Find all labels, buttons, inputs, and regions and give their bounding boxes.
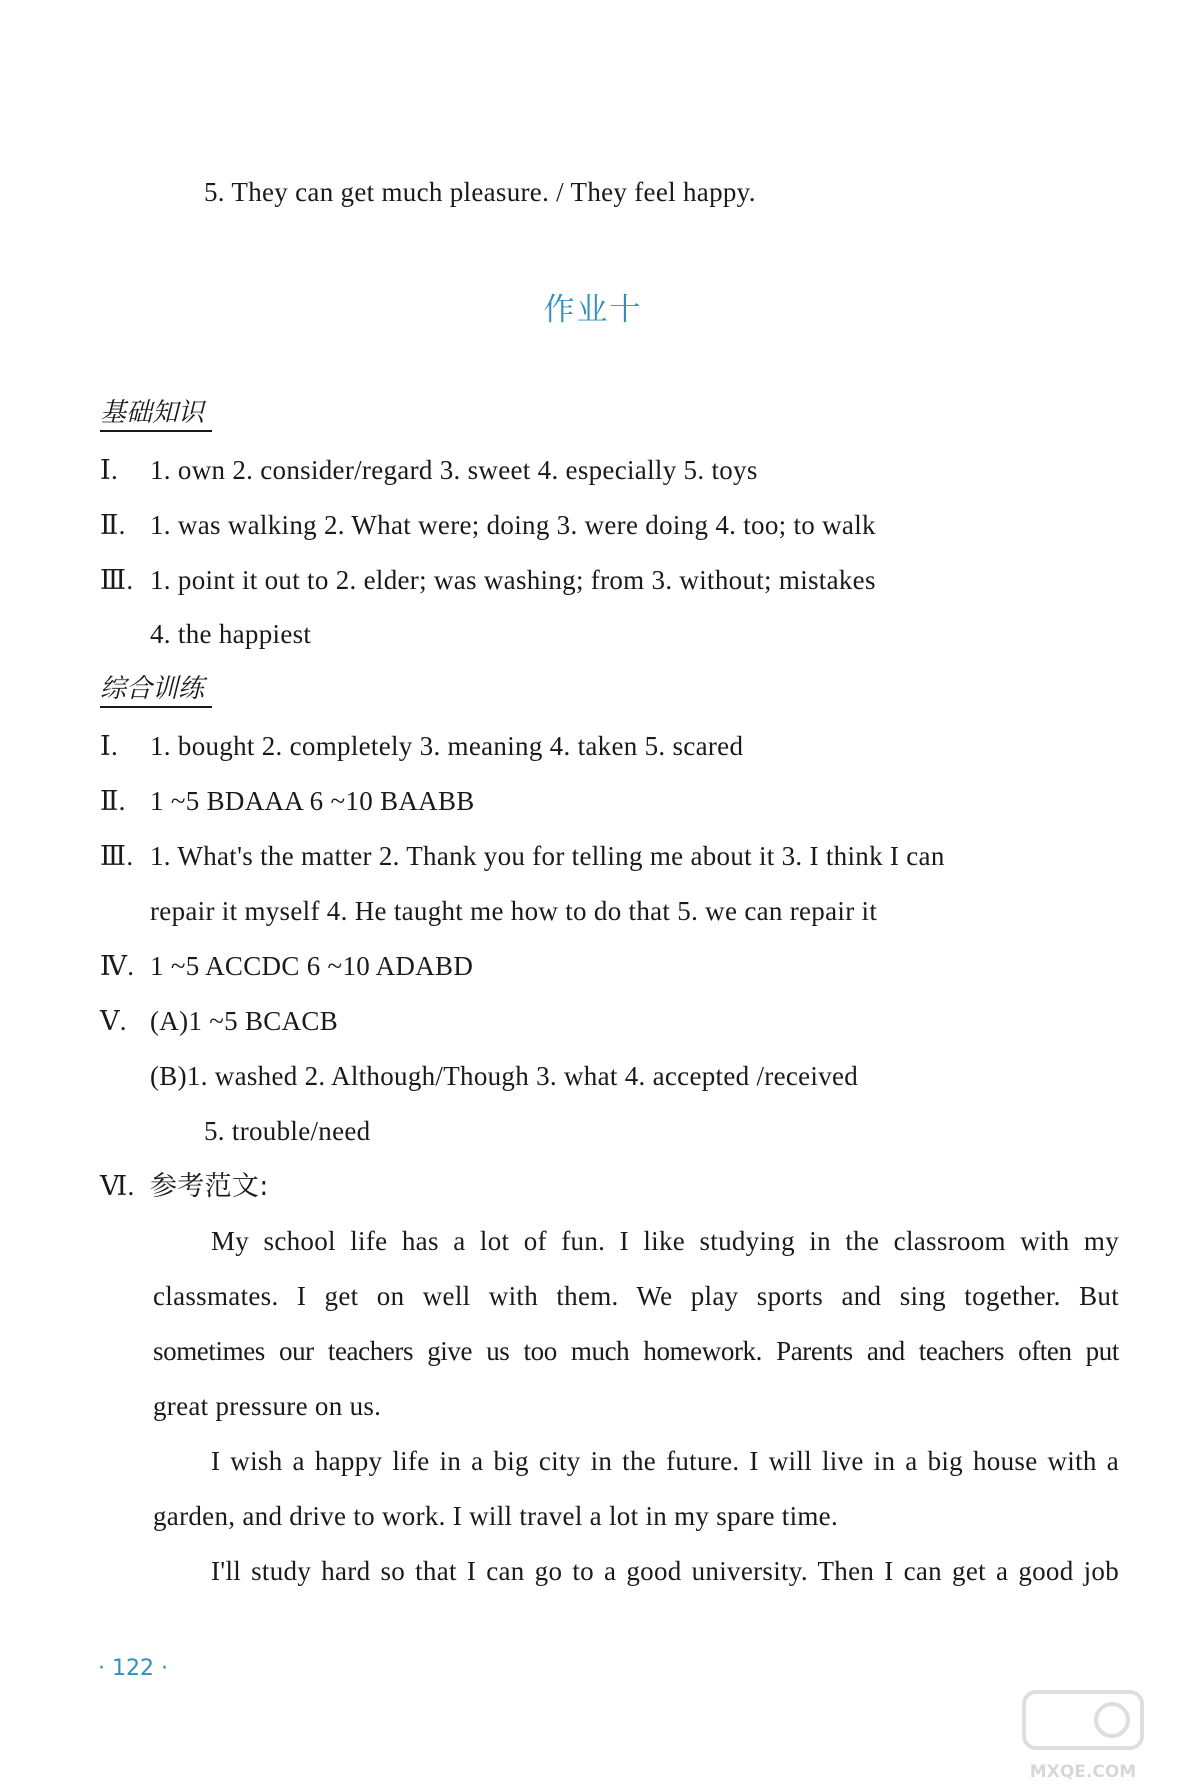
answer-line — [100, 949, 473, 983]
essay-line: classmates. I get on well with them. We play sports and sing together. But — [153, 1281, 1119, 1311]
essay-line: garden, and drive to work. I will travel a lot in my spare time. — [153, 1501, 839, 1531]
answer-text: 1. was walking 2. What were; doing 3. were doing 4. too; to walk — [150, 510, 876, 540]
answer-text: (A)1 ~5 BCACB — [150, 1006, 339, 1036]
roman-numeral: Ⅳ. — [100, 951, 135, 981]
watermark-logo — [1008, 1690, 1158, 1782]
answer-text: 1. point it out to 2. elder; was washing; from 3. without; mistakes — [150, 565, 876, 595]
roman-numeral: Ⅰ. — [100, 731, 119, 761]
answer-text: 参考范文: — [150, 1171, 269, 1202]
answer-text: 1 ~5 ACCDC 6 ~10 ADABD — [150, 951, 474, 981]
answer-line — [100, 563, 876, 597]
page-number: · 122 · — [98, 1656, 168, 1681]
essay-line: My school life has a lot of fun. I like studying in the classroom with my — [211, 1226, 1119, 1256]
watermark-icon — [1022, 1690, 1144, 1750]
answer-line — [100, 839, 1130, 873]
section-heading-practice: 综合训练 — [100, 672, 212, 708]
answer-line — [100, 1004, 338, 1038]
roman-numeral: Ⅵ. — [100, 1171, 135, 1201]
answer-text: 1. own 2. consider/regard 3. sweet 4. especially 5. toys — [150, 455, 758, 485]
essay-line: I wish a happy life in a big city in the future. I will live in a big house with a — [211, 1446, 1119, 1476]
page-title: 作业十 — [543, 292, 643, 328]
answer-line — [100, 453, 758, 487]
answer-line — [100, 784, 475, 818]
section-heading-basics: 基础知识 — [100, 396, 212, 432]
essay-line: sometimes our teachers give us too much homework. Parents and teachers often put — [153, 1336, 1119, 1366]
roman-numeral: Ⅱ. — [100, 510, 126, 540]
answer-line — [100, 729, 743, 763]
answer-line: (B)1. washed 2. Although/Though 3. what 4. accepted /received — [150, 1061, 859, 1091]
answer-line: 5. trouble/need — [204, 1116, 371, 1146]
roman-numeral: Ⅲ. — [100, 841, 134, 871]
roman-numeral: Ⅴ. — [100, 1006, 127, 1036]
answer-text: 1. What's the matter 2. Thank you for telling me about it 3. I think I can — [150, 841, 945, 871]
essay-line: great pressure on us. — [153, 1391, 382, 1421]
watermark-text: MXQE.COM — [1029, 1762, 1137, 1782]
roman-numeral: Ⅰ. — [100, 455, 119, 485]
answer-line — [100, 508, 876, 542]
answer-line-top: 5. They can get much pleasure. / They feel happy. — [204, 177, 756, 207]
answer-line: 4. the happiest — [150, 619, 312, 649]
answer-line: repair it myself 4. He taught me how to do that 5. we can repair it — [150, 896, 878, 926]
answer-text: 1. bought 2. completely 3. meaning 4. taken 5. scared — [150, 731, 744, 761]
roman-numeral: Ⅲ. — [100, 565, 134, 595]
answer-line — [100, 1169, 269, 1204]
answer-text: 1 ~5 BDAAA 6 ~10 BAABB — [150, 786, 475, 816]
roman-numeral: Ⅱ. — [100, 786, 126, 816]
essay-line: I'll study hard so that I can go to a good university. Then I can get a good job — [211, 1556, 1119, 1586]
